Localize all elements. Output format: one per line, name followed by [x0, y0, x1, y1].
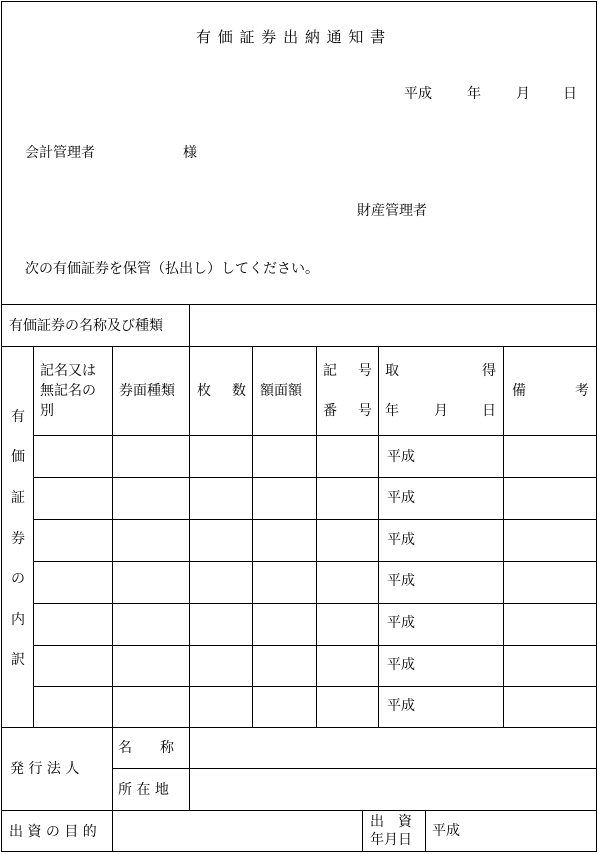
breakdown-char: 券	[11, 531, 25, 547]
honorific: 様	[183, 145, 197, 161]
table-line	[316, 346, 317, 727]
col-registered-header: 別	[40, 403, 54, 419]
breakdown-char: 価	[11, 449, 25, 465]
col-count-header: 数	[232, 383, 246, 399]
date-era: 平成	[404, 86, 432, 102]
col-count-header: 枚	[197, 383, 211, 399]
issuer-name-field[interactable]	[190, 728, 596, 768]
row-acquisition-era: 平成	[387, 449, 415, 465]
col-remarks-header: 考	[575, 383, 589, 399]
row-acquisition-era: 平成	[387, 573, 415, 589]
breakdown-char: 内	[11, 612, 25, 628]
purpose-field[interactable]	[113, 811, 362, 851]
col-type-header: 券面種類	[119, 383, 175, 399]
col-symbol-header: 記	[323, 363, 337, 379]
table-line	[33, 435, 597, 436]
table-line	[112, 346, 113, 727]
table-line	[189, 346, 190, 727]
col-registered-header: 無記名の	[40, 383, 96, 399]
invest-date-label: 年月日	[370, 832, 412, 848]
breakdown-char: 証	[11, 490, 25, 506]
table-line	[33, 519, 597, 520]
table-line	[362, 810, 363, 852]
invest-date-era: 平成	[432, 823, 460, 839]
purpose-label: 出 資 の 目 的	[9, 824, 97, 840]
row-acquisition-era: 平成	[387, 657, 415, 673]
name-kind-field[interactable]	[190, 305, 596, 346]
col-acquisition-year: 年	[385, 403, 399, 419]
breakdown-char: の	[11, 571, 25, 587]
date-year: 年	[467, 86, 481, 102]
col-acquisition-header: 取	[385, 363, 399, 379]
table-line	[503, 346, 504, 727]
issuer-address-field[interactable]	[190, 769, 596, 810]
col-acquisition-month: 月	[434, 403, 448, 419]
col-symbol-header: 号	[358, 363, 372, 379]
name-kind-label: 有価証券の名称及び種類	[9, 318, 163, 334]
col-registered-header: 記名又は	[40, 363, 96, 379]
form-title: 有 価 証 券 出 納 通 知 書	[196, 28, 387, 46]
table-line	[33, 561, 597, 562]
col-acquisition-header: 得	[482, 363, 496, 379]
table-line	[33, 346, 34, 727]
instruction-text: 次の有価証券を保管（払出し）してください。	[25, 261, 319, 277]
row-acquisition-era: 平成	[387, 698, 415, 714]
table-line	[33, 686, 597, 687]
form-frame	[1, 1, 597, 852]
col-number-header: 番	[323, 403, 337, 419]
addressee: 会計管理者	[25, 145, 95, 161]
col-number-header: 号	[358, 403, 372, 419]
date-month: 月	[516, 86, 530, 102]
issuer-name-label: 名 称	[118, 740, 174, 756]
table-line	[33, 603, 597, 604]
col-remarks-header: 備	[512, 383, 526, 399]
sender: 財産管理者	[357, 203, 427, 219]
invest-date-label: 出 資	[370, 814, 412, 830]
table-line	[425, 810, 426, 852]
issuer-address-label: 所 在 地	[118, 782, 169, 798]
col-face-value-header: 額面額	[260, 383, 302, 399]
table-line	[33, 645, 597, 646]
row-acquisition-era: 平成	[387, 532, 415, 548]
row-acquisition-era: 平成	[387, 615, 415, 631]
table-line	[378, 346, 379, 727]
table-line	[33, 477, 597, 478]
table-line	[1, 346, 597, 347]
col-acquisition-day: 日	[482, 403, 496, 419]
date-day: 日	[563, 86, 577, 102]
breakdown-char: 有	[11, 409, 25, 425]
issuer-label: 発 行 法 人	[10, 761, 80, 777]
breakdown-char: 訳	[11, 652, 25, 668]
row-acquisition-era: 平成	[387, 490, 415, 506]
table-line	[252, 346, 253, 727]
